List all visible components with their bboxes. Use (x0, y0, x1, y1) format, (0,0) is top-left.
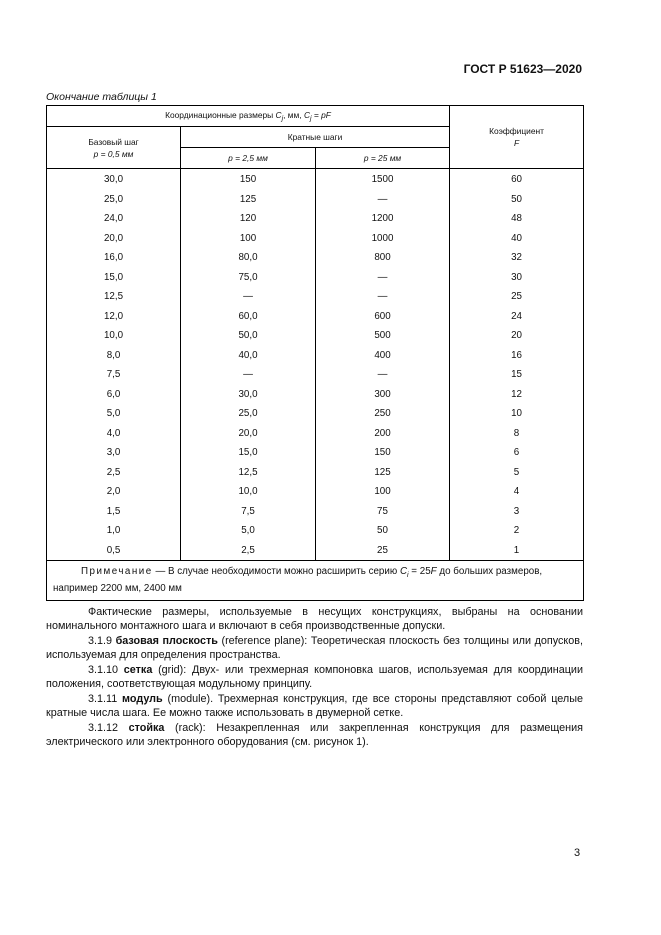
table-cell: 40 (450, 229, 584, 249)
table-note: Примечание — В случае необходимости можно расширить серию $C_i = 25F$ до больших размеров, например 2200 мм, 2400 мм (47, 561, 584, 601)
table-cell: — (316, 287, 450, 307)
table-cell: 20,0 (181, 424, 316, 444)
table-cell: 4,0 (47, 424, 181, 444)
table-row (47, 287, 584, 307)
table-cell: 50 (316, 521, 450, 541)
table-row (47, 541, 584, 561)
table-body (47, 169, 584, 561)
table-row (47, 209, 584, 229)
standard-header: ГОСТ Р 51623—2020 (463, 62, 582, 76)
table-cell: 20 (450, 326, 584, 346)
table-cell: 200 (316, 424, 450, 444)
table-cell: 24 (450, 307, 584, 327)
table-cell: 800 (316, 248, 450, 268)
table-cell: 32 (450, 248, 584, 268)
table-cell: 1 (450, 541, 584, 561)
table-cell: 25,0 (181, 404, 316, 424)
table-cell: 15,0 (47, 268, 181, 288)
table-row (47, 482, 584, 502)
table-cell: 2,5 (181, 541, 316, 561)
table-cell: 150 (181, 169, 316, 190)
table-cell: 2 (450, 521, 584, 541)
table-cell: 0,5 (47, 541, 181, 561)
definition-rack: 3.1.12 стойка (rack): Незакрепленная или закрепленная конструкция для размещения электрического или электронного оборудования (см. рисунок 1). (46, 721, 583, 748)
table-cell: 50,0 (181, 326, 316, 346)
table-cell: 125 (316, 463, 450, 483)
table-caption: Окончание таблицы 1 (46, 91, 157, 103)
table-row (47, 365, 584, 385)
table-cell: 60 (450, 169, 584, 190)
base-step-header: Базовый шаг p = 0,5 мм (47, 127, 181, 169)
definition-grid: 3.1.10 сетка (grid): Двух- или трехмерная компоновка шагов, используемая для координации положения, соответствующая модульному принципу. (46, 663, 583, 690)
table-cell: 100 (316, 482, 450, 502)
table-cell: 8 (450, 424, 584, 444)
table-cell: 250 (316, 404, 450, 424)
table-cell: 10,0 (47, 326, 181, 346)
table-row (47, 463, 584, 483)
table-row (47, 268, 584, 288)
table-cell: 5,0 (47, 404, 181, 424)
table-cell: 4 (450, 482, 584, 502)
step-250-header: p = 25 мм (316, 148, 450, 169)
table-cell: 2,5 (47, 463, 181, 483)
table-cell: 300 (316, 385, 450, 405)
table-cell: 12,5 (47, 287, 181, 307)
table-cell: 30 (450, 268, 584, 288)
table-cell: 3 (450, 502, 584, 522)
table-cell: 125 (181, 190, 316, 210)
table-cell: 5,0 (181, 521, 316, 541)
table-cell: 30,0 (47, 169, 181, 190)
table-cell: 80,0 (181, 248, 316, 268)
definition-base-plane: 3.1.9 базовая плоскость (reference plane): Теоретическая плоскость без толщины или допусков, используемая для определения пространства. (46, 634, 583, 661)
table-cell: 16 (450, 346, 584, 366)
table-cell: 100 (181, 229, 316, 249)
coef-header: Коэффициент F (450, 106, 584, 169)
table-cell: 500 (316, 326, 450, 346)
table-cell: 8,0 (47, 346, 181, 366)
table-cell: 12,0 (47, 307, 181, 327)
table-cell: 7,5 (181, 502, 316, 522)
paragraph: Фактические размеры, используемые в несущих конструкциях, выбраны на основании номинального монтажного шага и включают в себя производственные допуски. (46, 606, 583, 632)
table-cell: — (316, 190, 450, 210)
table-row (47, 443, 584, 463)
table-cell: 60,0 (181, 307, 316, 327)
table-cell: 12 (450, 385, 584, 405)
table-cell: 120 (181, 209, 316, 229)
table-cell: 1500 (316, 169, 450, 190)
table-cell: 75 (316, 502, 450, 522)
body-text (46, 606, 583, 751)
table-cell: 30,0 (181, 385, 316, 405)
table-row (47, 521, 584, 541)
table-cell: 150 (316, 443, 450, 463)
table-cell: 25 (316, 541, 450, 561)
step-25-header: p = 2,5 мм (181, 148, 316, 169)
table-cell: 15 (450, 365, 584, 385)
table-cell: 400 (316, 346, 450, 366)
table-cell: 7,5 (47, 365, 181, 385)
page-number: 3 (574, 847, 581, 859)
table-cell: 50 (450, 190, 584, 210)
table-cell: 20,0 (47, 229, 181, 249)
table-cell: 1,0 (47, 521, 181, 541)
table-cell: 10 (450, 404, 584, 424)
table-row (47, 307, 584, 327)
table-row (47, 190, 584, 210)
table-cell: 6,0 (47, 385, 181, 405)
table-row (47, 326, 584, 346)
table-row (47, 502, 584, 522)
table-row (47, 385, 584, 405)
table-cell: — (316, 268, 450, 288)
table-cell: 2,0 (47, 482, 181, 502)
table-row (47, 404, 584, 424)
table-row (47, 424, 584, 444)
table-cell: 1200 (316, 209, 450, 229)
table-cell: — (181, 365, 316, 385)
table-cell: — (316, 365, 450, 385)
table-row (47, 229, 584, 249)
definition-module: 3.1.11 модуль (module). Трехмерная конструкция, где все стороны представляют собой целые кратные числа шага. Ее можно также использовать в двумерной сетке. (46, 692, 583, 719)
multiple-steps-header: Кратные шаги (181, 127, 450, 148)
data-table (46, 105, 584, 601)
table-row (47, 248, 584, 268)
table-cell: 16,0 (47, 248, 181, 268)
table-cell: 25 (450, 287, 584, 307)
table-cell: 6 (450, 443, 584, 463)
table-cell: 48 (450, 209, 584, 229)
coord-header: Координационные размеры $C_j$, мм, $C_j$ = pF (47, 106, 450, 127)
table-cell: 10,0 (181, 482, 316, 502)
table-cell: 5 (450, 463, 584, 483)
table-cell: — (181, 287, 316, 307)
table-cell: 3,0 (47, 443, 181, 463)
table-cell: 1,5 (47, 502, 181, 522)
table-cell: 25,0 (47, 190, 181, 210)
table-row (47, 346, 584, 366)
table-cell: 600 (316, 307, 450, 327)
table-cell: 15,0 (181, 443, 316, 463)
table-row (47, 169, 584, 190)
table-cell: 12,5 (181, 463, 316, 483)
table-cell: 24,0 (47, 209, 181, 229)
table-cell: 40,0 (181, 346, 316, 366)
table-cell: 1000 (316, 229, 450, 249)
table-cell: 75,0 (181, 268, 316, 288)
